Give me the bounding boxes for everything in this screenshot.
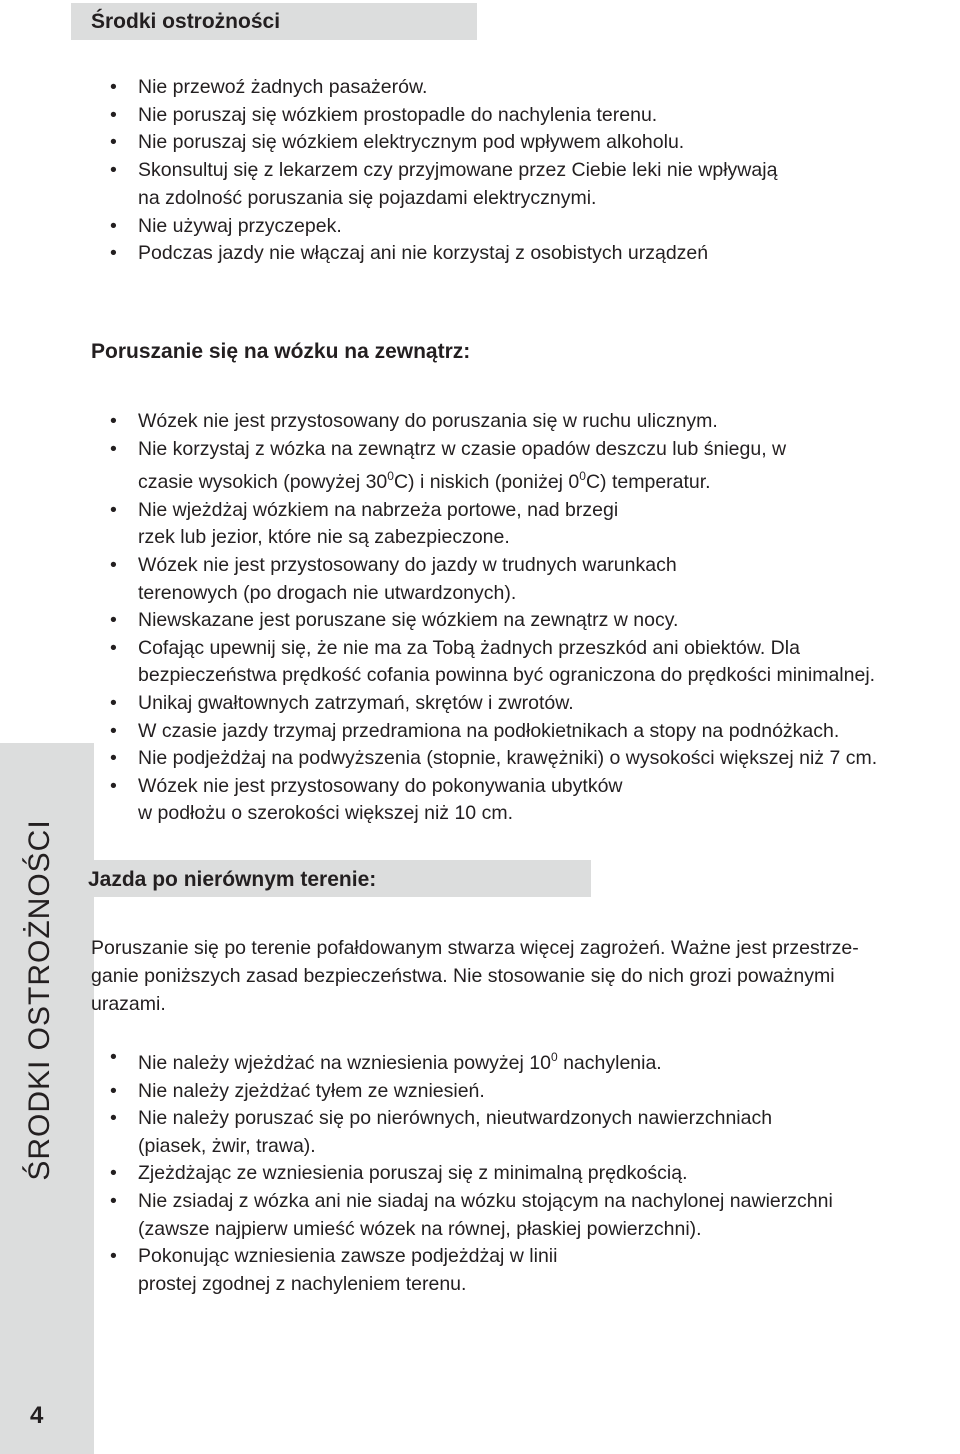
list-item: • Cofając upewnij się, że nie ma za Tobą żadnych przeszkód ani obiektów. Dla bezpieczeństwa prędkość cofania powinna być ograniczona do prędkości minimalnej. (110, 635, 877, 690)
list-item: • W czasie jazdy trzymaj przedramiona na podłokietnikach a stopy na podnóżkach. (110, 718, 877, 746)
list-item: • Skonsultuj się z lekarzem czy przyjmowane przez Ciebie leki nie wpływają na zdolność poruszania się pojazdami elektrycznymi. (110, 157, 777, 212)
rough-terrain-heading: Jazda po nierównym terenie: (88, 868, 377, 891)
list-item: • Unikaj gwałtownych zatrzymań, skrętów i zwrotów. (110, 690, 877, 718)
list-item: • Wózek nie jest przystosowany do pokonywania ubytków w podłożu o szerokości większej niż 10 cm. (110, 773, 877, 828)
list-item: • Podczas jazdy nie włączaj ani nie korzystaj z osobistych urządzeń (110, 240, 777, 268)
outdoor-heading: Poruszanie się na wózku na zewnątrz: (91, 340, 471, 363)
side-tab-label: ŚRODKI OSTROŻNOŚCI (23, 819, 56, 1181)
outdoor-list (110, 408, 877, 828)
list-item: • Zjeżdżając ze wzniesienia poruszaj się z minimalną prędkością. (110, 1160, 833, 1188)
list-item: • Nie należy wjeżdżać na wzniesienia powyżej $10^0$ nachylenia. (110, 1044, 833, 1078)
list-item: • Nie przewoź żadnych pasażerów. (110, 74, 777, 102)
list-item: • Nie poruszaj się wózkiem prostopadle do nachylenia terenu. (110, 102, 777, 130)
list-item: • Niewskazane jest poruszane się wózkiem na zewnątrz w nocy. (110, 607, 877, 635)
precautions-list (110, 74, 777, 268)
list-item: • Nie należy zjeżdżać tyłem ze wzniesień. (110, 1078, 833, 1106)
list-item: • Nie zsiadaj z wózka ani nie siadaj na wózku stojącym na nachylonej nawierzchni (zawsze najpierw umieść wózek na równej, płaskiej powierzchni). (110, 1188, 833, 1243)
header-bar (71, 3, 477, 40)
list-item: • Nie podjeżdżaj na podwyższenia (stopnie, krawężniki) o wysokości większej niż 7 cm. (110, 745, 877, 773)
temperature-line: czasie wysokich (powyżej $30^0C$) i niskich (poniżej $0^0C$) temperatur. (138, 469, 711, 494)
rough-terrain-intro: Poruszanie się po terenie pofałdowanym stwarza więcej zagrożeń. Ważne jest przestrze- ganie poniższych zasad bezpieczeństwa. Nie stosowanie się do nich grozi poważnymi urazami. (91, 937, 859, 1015)
page-title: Środki ostrożności (91, 10, 281, 33)
page-number: 4 (30, 1402, 44, 1429)
list-item: • Wózek nie jest przystosowany do poruszania się w ruchu ulicznym. (110, 408, 877, 436)
list-item: • Nie poruszaj się wózkiem elektrycznym pod wpływem alkoholu. (110, 129, 777, 157)
rough-terrain-list (110, 1044, 833, 1298)
list-item: • Nie korzystaj z wózka na zewnątrz w czasie opadów deszczu lub śniegu, w czasie wysokich (powyżej $30^0C$) i niskich (poniżej $0^0C$) temperatur. (110, 436, 877, 497)
list-item: • Nie wjeżdżaj wózkiem na nabrzeża portowe, nad brzegi rzek lub jezior, które nie są zabezpieczone. (110, 497, 877, 552)
list-item: • Nie używaj przyczepek. (110, 213, 777, 241)
list-item: • Nie należy poruszać się po nierównych, nieutwardzonych nawierzchniach (piasek, żwir, trawa). (110, 1105, 833, 1160)
list-item: • Wózek nie jest przystosowany do jazdy w trudnych warunkach terenowych (po drogach nie utwardzonych). (110, 552, 877, 607)
list-item: • Pokonując wzniesienia zawsze podjeżdżaj w linii prostej zgodnej z nachyleniem terenu. (110, 1243, 833, 1298)
